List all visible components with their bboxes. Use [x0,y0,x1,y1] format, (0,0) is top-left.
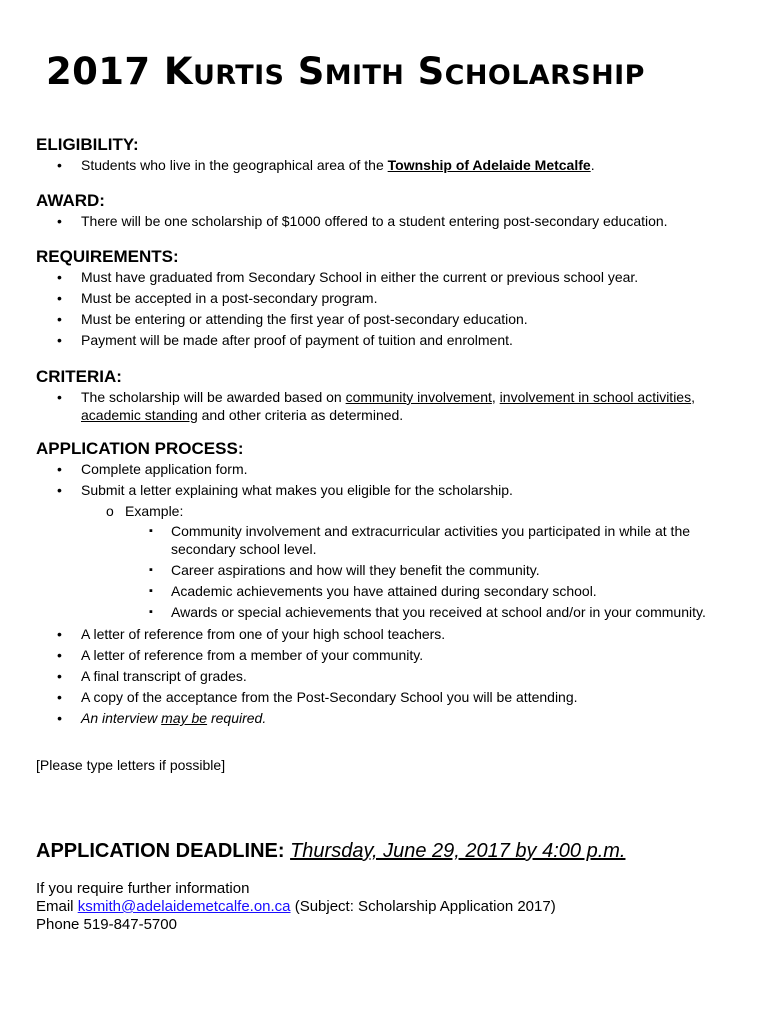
example-label: o Example: ▪ Community involvement and extracurricular activities you participated in while at the secondary school level. ▪ Career aspirations and how will they benefit the community. ▪ Academic achievements you have attained during secondary school. ▪ Awards or special achievements that you received at school and/or in your community. [125,501,731,621]
eligibility-heading: ELIGIBILITY: [36,135,139,154]
list-item: • A copy of the acceptance from the Post-Secondary School you will be attending. [81,687,731,708]
list-item: • Must be entering or attending the first year of post-secondary education. [81,309,638,330]
award-list [81,211,668,232]
application-deadline [36,839,625,863]
list-item: ▪ Academic achievements you have attained during secondary school. [171,582,731,600]
list-item: • Must be accepted in a post-secondary program. [81,288,638,309]
list-item: • A final transcript of grades. [81,666,731,687]
deadline-date: Thursday, June 29, 2017 by 4:00 p.m. [290,840,626,862]
list-item: ▪ Awards or special achievements that you received at school and/or in your community. [171,603,731,621]
contact-intro: If you require further information [36,880,250,897]
requirements-list [81,267,638,351]
list-item: • Payment will be made after proof of payment of tuition and enrolment. [81,330,638,351]
list-item: • A letter of reference from one of your high school teachers. [81,624,731,645]
list-item: • Students who live in the geographical area of the Township of Adelaide Metcalfe. [81,155,595,176]
contact-email-line: Email ksmith@adelaidemetcalfe.on.ca (Subject: Scholarship Application 2017) [36,898,556,915]
list-item: • Complete application form. [81,459,731,480]
application-process-heading: APPLICATION PROCESS: [36,439,244,458]
example-items [171,522,731,621]
list-item: • The scholarship will be awarded based on community involvement, involvement in school activities, academic standing and other criteria as determined. [81,388,741,424]
criteria-heading: CRITERIA: [36,367,122,386]
deadline-label: APPLICATION DEADLINE: [36,840,285,862]
example-sublist [125,501,731,621]
list-item: • A letter of reference from a member of your community. [81,645,731,666]
list-item: • Submit a letter explaining what makes you eligible for the scholarship. o Example: ▪ Community involvement and extracurricular activities you participated in while at the secondary school level. ▪ Career aspirations and how will they benefit the community. ▪ Academic achievements you have attained during secondary school. ▪ Awards or special achievements that you received at school and/or in your community. [81,480,731,621]
list-item: • An interview may be required. [81,708,731,729]
award-heading: AWARD: [36,191,105,210]
email-link[interactable]: ksmith@adelaidemetcalfe.on.ca [77,898,291,915]
list-item: ▪ Career aspirations and how will they benefit the community. [171,561,731,579]
list-item: • There will be one scholarship of $1000 offered to a student entering post-secondary education. [81,211,668,232]
page-title: 2017 KURTIS SMITH SCHOLARSHIP [46,50,645,93]
criteria-list [81,388,741,424]
list-item: ▪ Community involvement and extracurricular activities you participated in while at the secondary school level. [171,522,731,558]
eligibility-list [81,155,595,176]
contact-phone: Phone 519-847-5700 [36,916,177,933]
list-item: • Must have graduated from Secondary School in either the current or previous school year. [81,267,638,288]
township-name: Township of Adelaide Metcalfe [387,157,591,173]
contact-info [36,880,556,934]
requirements-heading: REQUIREMENTS: [36,247,179,266]
application-list [81,459,731,729]
typing-note: [Please type letters if possible] [36,757,226,773]
